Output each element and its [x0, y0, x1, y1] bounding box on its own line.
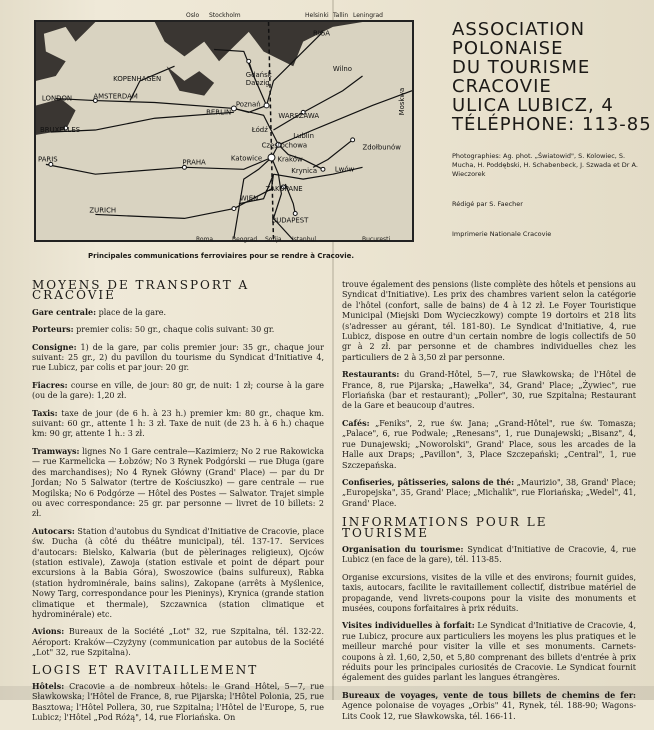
map-svg — [36, 22, 412, 240]
association-header — [452, 19, 652, 135]
map-label-berlin: BERLIN — [206, 108, 232, 117]
text-block — [32, 408, 324, 440]
text-block — [32, 307, 324, 318]
text-block — [32, 342, 324, 374]
text-block — [342, 620, 636, 683]
block-text: place de la gare. — [96, 307, 167, 317]
block-label: Cafés: — [342, 417, 370, 428]
block-label: Confiseries, pâtisseries, salons de thé: — [342, 476, 515, 487]
map-label-tallin: Tallin — [333, 12, 349, 19]
assoc-line: POLONAISE — [452, 38, 564, 59]
map-label-paris: PARIS — [37, 155, 58, 164]
pensions-text: trouve également des pensions (liste complète des hôtels et pensions au Syndicat d'Initiative). Les prix des chambres varient selon la catégorie de l'hôtel (confort, salle de bains) de 4 à 12 zł. Le Foyer Touristique Municipal (Miejski Dom Wycieczkowy) compte 19 dortoirs et 218 lits (s'adresser au gérant, tél. 181-80). Le Syndicat d'Initiative, 4, rue Lubicz, dispose en outre d'un certain nombre de logis collectifs de 50 gr à 2 zł. par personne et de chambres individuelles chez les particuliers de 2 à 3,50 zł par personne. — [342, 280, 636, 362]
map-caption: Principales communications ferroviaires pour se rendre à Cracovie. — [88, 252, 354, 260]
map-label-katowice: Katowice — [230, 154, 263, 163]
text-block — [342, 477, 636, 509]
block-label: Hôtels: — [32, 681, 65, 691]
map-label-istanbul: Istanbul — [292, 236, 317, 243]
block-text: Organise excursions, visites de la ville et des environs; fournit guides, taxis, autocars, facilite le ravitaillement collectif, distribue matériel de propagande, vend livrets-coupons pour la visite des monuments et musées, coupons forfaitaires à prix réduits. — [342, 572, 636, 613]
block-text: Cracovie a de nombreux hôtels: le Grand Hôtel, 5—7, rue Sławkowska; l'Hôtel de France, 8, rue Pijarska; l'Hôtel Polonia, 25, rue Basztowa; l'Hôtel Pollera, 30, rue Szpitalna; l'Hôtel de l'Europe, 5, rue Lubicz; l'Hôtel „Pod Różą", 14, rue Floriańska. On — [32, 682, 324, 723]
block-label: Porteurs: — [32, 324, 74, 335]
block-text: „Feniks", 2, rue św. Jana; „Grand-Hôtel", rue św. Tomasza; „Palace", 6, rue Podwale; „Renesans", 1, rue Dunajewski; „Bisanz", 4, rue Dunajewski; „Noworolski", Grand' Place, sous les arcades de la Halle aux Draps; „Pavillon", 3, Place Szczepański; „Central", 1, rue Szczepańska. — [342, 418, 636, 470]
assoc-line: DU TOURISME — [452, 57, 591, 78]
block-label: Taxis: — [32, 407, 58, 418]
map-label-lublin: Lublin — [293, 131, 314, 140]
block-label: Gare centrale: — [32, 306, 97, 317]
block-text: Le Syndicat d'Initiative de Cracovie, 4, rue Lubicz, procure aux particuliers les moyens les plus pratiques et le meilleur marché pour visiter la ville et ses monuments. Carnets-coupons à zł. 1,60, 2,50, et 5,80 comprenant des billets d'entrée à prix réduits pour les principales curiosités de Cracovie. Le Syndicat fournit également des guides parlant les langues étrangères. — [342, 621, 637, 683]
block-text: lignes No 1 Gare centrale—Kazimierz; No 2 rue Rakowicka — rue Karmelicka — Łobzów; No 3 Rynek Podgórski — rue Długa (gare des marchandises); No 4 Rynek Główny (Grand' Place) — par du Dr Jordan; No 5 Salwator (tertre de Kościuszko) — gare centrale — rue Mogilska; No 6 Podgórze — Hôtel des Postes — Salwator. Trajet simple ou avec correspondance: 25 gr. par personne — livret de 10 billets: 2 zł. — [32, 446, 324, 519]
text-block — [32, 446, 324, 520]
block-text: taxe de jour (de 6 h. à 23 h.) premier km: 80 gr., chaque km. suivant: 60 gr., attente 1 h: 3 zł. Taxe de nuit (de 23 h. à 6 h.) chaque km: 90 gr, attente 1 h.: 3 zł. — [32, 408, 324, 439]
map-label-danzig: Danzig — [245, 78, 270, 87]
block-label: Tramways: — [32, 445, 80, 456]
logis-heading: LOGIS ET RAVITAILLEMENT — [32, 662, 259, 677]
text-block — [342, 572, 636, 615]
text-block — [32, 526, 324, 621]
block-text: du Grand-Hôtel, 5—7, rue Sławkowska; de l'Hôtel de France, 8, rue Pijarska; „Hawełka", 34, Grand' Place; „Żywiec", rue Floriańska (bar et restaurant); „Poller", 30, rue Szpitalna; Restaurant de la Gare et beaucoup d'autres. — [342, 370, 636, 411]
block-text: premier colis: 50 gr., chaque colis suivant: 30 gr. — [73, 325, 275, 335]
map-label-roma: Roma — [196, 236, 214, 243]
map-label-lodz: Łódź — [251, 126, 268, 134]
map-label-kopenhagen: KOPENHAGEN — [113, 74, 162, 83]
right-column — [342, 280, 636, 728]
text-block — [32, 324, 324, 335]
block-label: Restaurants: — [342, 369, 400, 380]
assoc-line: ULICA LUBICZ, 4 — [452, 95, 614, 116]
info-heading: INFORMATIONS POUR LE TOURISME — [342, 515, 548, 540]
text-block — [342, 369, 636, 412]
map-label-helsinki: Helsinki — [305, 12, 329, 19]
map-label-oslo: Oslo — [186, 12, 200, 19]
text-block — [32, 380, 324, 402]
map-label-zakopane: ZAKOPANE — [265, 184, 303, 193]
food-blocks — [342, 369, 636, 509]
block-text: Syndicat d'Initiative de Cracovie, 4, rue Lubicz (en face de la gare), tél. 113-85. — [342, 544, 636, 565]
map-label-gdansk: Gdańsk — [245, 71, 272, 79]
railway-map — [34, 20, 414, 242]
map-label-czestochowa: Częstochowa — [261, 141, 308, 150]
transport-blocks — [32, 307, 324, 659]
map-label-wien: WIEN — [239, 194, 259, 203]
block-label: Autocars: — [32, 525, 75, 536]
map-label-beograd: Beograd — [232, 236, 258, 243]
block-text: 1) de la gare, par colis premier jour: 35 gr., chaque jour suivant: 25 gr., 2) du pavillon du tourisme du Syndicat d'Initiative 4, rue Lubicz, par colis et par jour: 20 gr. — [32, 342, 324, 373]
block-text: course en ville, de jour: 80 gr, de nuit: 1 zł; course à la gare (ou de la gare): 1,20 zł. — [32, 380, 324, 401]
block-text: Agence polonaise de voyages „Orbis" 41, Rynek, tél. 188-90; Wagons-Lits Cook 12, rue Sławkowska, tél. 166-11. — [342, 701, 636, 721]
text-block — [342, 418, 636, 471]
map-label-moskwa: Moskwa — [398, 87, 407, 116]
map-label-zdolbunow: Zdołbunów — [362, 143, 401, 152]
block-label: Consigne: — [32, 341, 77, 352]
block-text: „Maurizio", 38, Grand' Place; „Europejska", 35, Grand' Place; „Michalik", rue Floriańska; „Wedel", 41, Grand' Place. — [342, 477, 636, 508]
assoc-line: ASSOCIATION — [452, 19, 586, 40]
map-label-zurich: ZURICH — [89, 206, 117, 215]
map-label-bruxelles: BRUXELLES — [39, 126, 81, 134]
map-label-leningrad: Leningrad — [353, 12, 383, 19]
map-label-krakow: Kraków — [277, 155, 303, 164]
map-label-stockholm: Stockholm — [209, 12, 241, 19]
map-label-wilno: Wilno — [332, 65, 352, 74]
map-label-lwow: Lwów — [334, 165, 355, 174]
map-label-amsterdam: AMSTERDAM — [93, 92, 138, 101]
assoc-line: TÉLÉPHONE: 113-85 — [452, 114, 652, 135]
map-label-warszawa: WARSZAWA — [278, 112, 320, 121]
map-label-praha: PRAHA — [182, 158, 206, 167]
map-label-riga: RIGA — [313, 29, 330, 38]
assoc-line: CRACOVIE — [452, 76, 552, 97]
editor-credit: Rédigé par S. Faecher — [452, 200, 523, 208]
text-block — [342, 544, 636, 566]
block-label: Organisation du tourisme: — [342, 543, 464, 554]
page-bottom-edge — [0, 686, 654, 700]
text-block — [32, 626, 324, 658]
block-label: Bureaux de voyages, vente de tous billets de chemins de fer: — [342, 689, 636, 700]
map-label-krynica: Krynica — [291, 167, 318, 176]
photo-credits: Photographies: Ag. phot. „Światowid", S. Kolowiec, S. Mucha, H. Poddębski, H. Schabenbeck, J. Szwada et Dr A. Wieczorek — [452, 152, 638, 178]
printer-credit: Imprimerie Nationale Cracovie — [452, 230, 552, 238]
map-label-london: LONDON — [41, 94, 73, 103]
left-column — [32, 280, 324, 730]
block-label: Fiacres: — [32, 379, 68, 390]
block-label: Visites individuelles à forfait: — [342, 620, 475, 631]
block-text: Bureaux de la Société „Lot" 32, rue Szpitalna, tél. 132-22. Aéroport: Kraków—Czyżyny (communication par autobus de la Société „Lot" 32, rue Szpitalna). — [32, 627, 324, 658]
map-label-budapest: BUDAPEST — [271, 216, 309, 225]
map-label-poznan: Poznań — [235, 100, 261, 109]
transport-heading: MOYENS DE TRANSPORT A CRACOVIE — [32, 278, 250, 303]
block-label: Avions: — [32, 626, 65, 637]
map-label-sofija: Sofija — [265, 236, 282, 243]
block-text: Station d'autobus du Syndicat d'Initiative de Cracovie, place św. Ducha (à côté du théâtre municipal), tél. 137-17. Services d'autocars: Bielsko, Kalwaria (but de pèlerinages religieux), Ojców (station estivale), Zawoja (station estivale et point de départ pour excursions à la Babia Góra), Swoszowice (bains sulfureux), Rabka (station hydrominérale, bains salins), Zakopane (arrêts à Myślenice, Nowy Targ, correspondance pour les Pieninys), Krynica (grande station climatique et thermale), Szczawnica (station climatique et hydrominérale) etc. — [32, 526, 324, 619]
map-label-bucuresti: Bucuresti — [362, 236, 391, 243]
